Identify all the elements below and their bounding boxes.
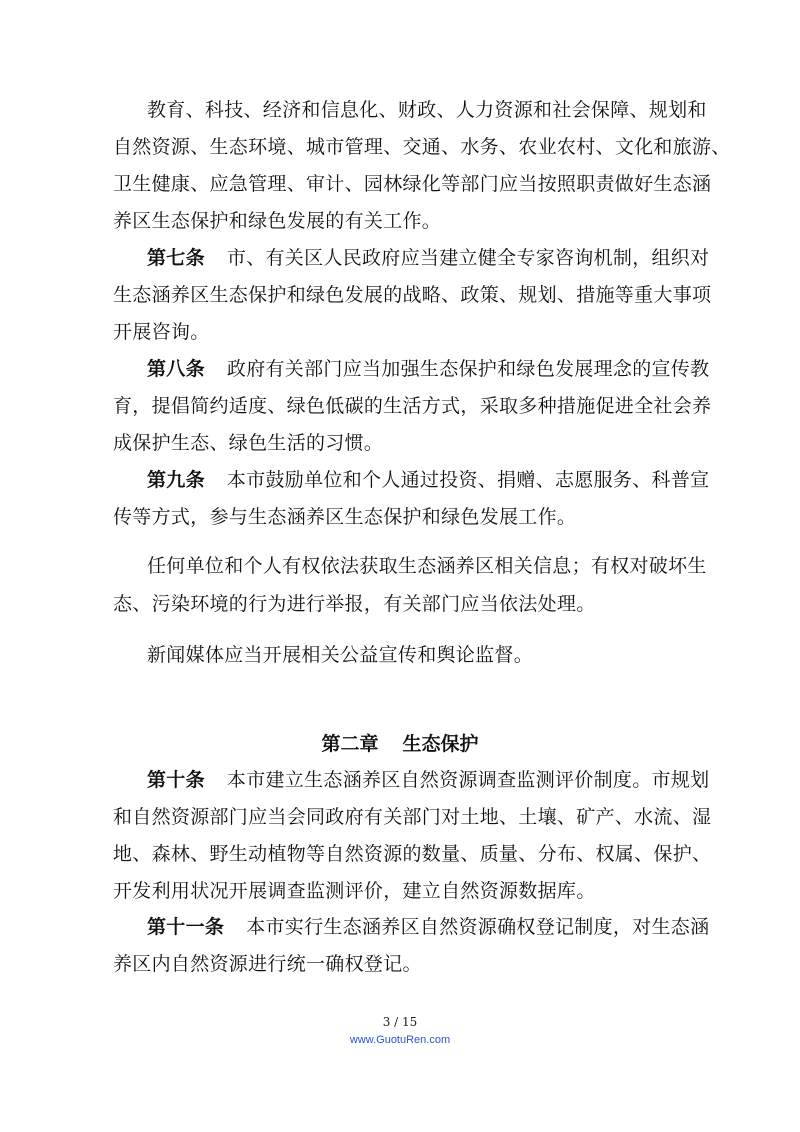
text-line: 政府有关部门应当加强生态保护和绿色发展理念的宣传教 bbox=[226, 358, 710, 380]
article-10-first-line bbox=[147, 762, 713, 798]
page-number: 3 / 15 bbox=[382, 1015, 418, 1029]
text-line: 新闻媒体应当开展相关公益宣传和舆论监督。 bbox=[147, 644, 534, 666]
article-label: 第七条 bbox=[147, 247, 205, 269]
text-line: 本市建立生态涵养区自然资源调查监测评价制度。市规划 bbox=[226, 769, 710, 791]
text-line: 本市实行生态涵养区自然资源确权登记制度，对生态涵 bbox=[246, 916, 710, 938]
text-line: 态、污染环境的行为进行举报，有关部门应当依法处理。 bbox=[113, 593, 596, 615]
article-7-first-line bbox=[147, 240, 713, 276]
article-label: 第十条 bbox=[147, 769, 205, 791]
text-line: 养区内自然资源进行统一确权登记。 bbox=[113, 953, 422, 975]
text-line: 和自然资源部门应当会同政府有关部门对土地、土壤、矿产、水流、湿 bbox=[113, 806, 712, 828]
text-line: 教育、科技、经济和信息化、财政、人力资源和社会保障、规划和 bbox=[147, 99, 707, 121]
article-label: 第十一条 bbox=[147, 916, 225, 938]
text-line: 本市鼓励单位和个人通过投资、捐赠、志愿服务、科普宣 bbox=[226, 469, 710, 491]
article-8-first-line bbox=[147, 351, 713, 387]
text-line: 养区生态保护和绿色发展的有关工作。 bbox=[113, 210, 442, 232]
article-9-first-line bbox=[147, 462, 713, 498]
text-line: 卫生健康、应急管理、审计、园林绿化等部门应当按照职责做好生态涵 bbox=[113, 173, 712, 195]
text-line: 开发利用状况开展调查监测评价，建立自然资源数据库。 bbox=[113, 880, 596, 902]
text-line: 生态涵养区生态保护和绿色发展的战略、政策、规划、措施等重大事项 bbox=[113, 284, 712, 306]
chapter-title: 生态保护 bbox=[402, 733, 479, 755]
text-line: 开展咨询。 bbox=[113, 321, 210, 343]
text-line: 传等方式，参与生态涵养区生态保护和绿色发展工作。 bbox=[113, 506, 577, 528]
article-11-first-line bbox=[147, 909, 713, 945]
chapter-number: 第二章 bbox=[321, 733, 379, 755]
chapter-heading bbox=[0, 726, 800, 762]
text-line: 自然资源、生态环境、城市管理、交通、水务、农业农村、文化和旅游、 bbox=[113, 136, 731, 158]
article-label: 第九条 bbox=[147, 469, 205, 491]
text-line: 地、森林、野生动植物等自然资源的数量、质量、分布、权属、保护、 bbox=[113, 843, 712, 865]
text-line: 市、有关区人民政府应当建立健全专家咨询机制，组织对 bbox=[226, 247, 710, 269]
text-line: 育，提倡简约适度、绿色低碳的生活方式，采取多种措施促进全社会养 bbox=[113, 395, 712, 417]
site-link[interactable]: www.GuotuRen.com bbox=[349, 1034, 451, 1046]
text-line: 任何单位和个人有权依法获取生态涵养区相关信息；有权对破坏生 bbox=[147, 555, 707, 577]
article-label: 第八条 bbox=[147, 358, 205, 380]
footer-site bbox=[0, 1033, 800, 1047]
text-line: 成保护生态、绿色生活的习惯。 bbox=[113, 432, 384, 454]
